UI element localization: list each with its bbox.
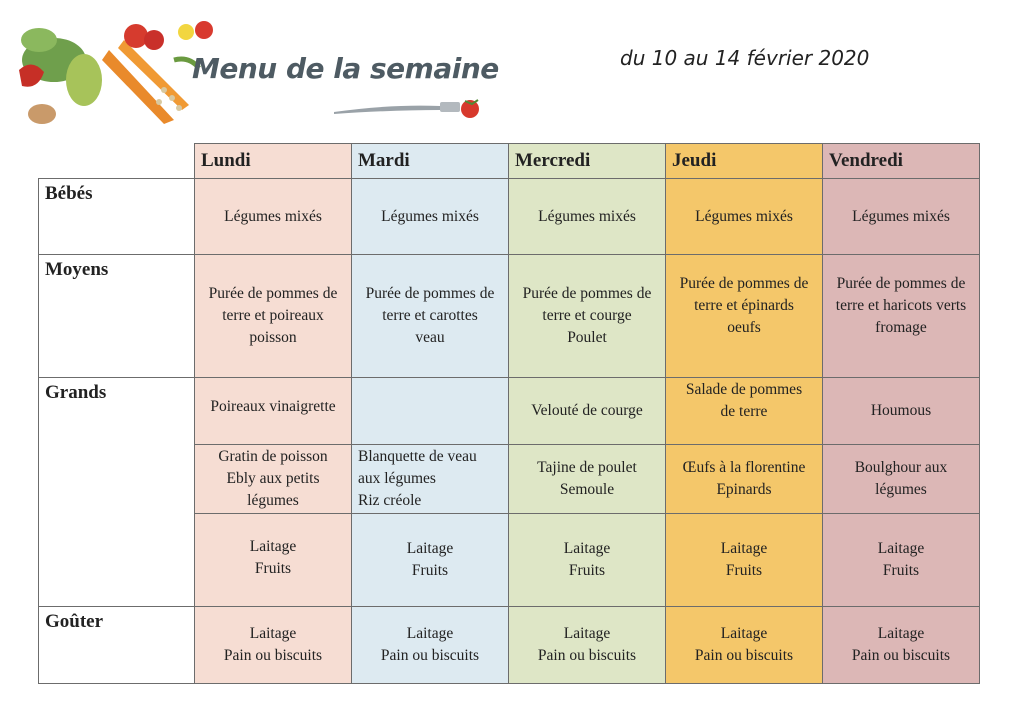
corner-cell <box>39 144 195 179</box>
menu-cell: Légumes mixés <box>352 179 509 255</box>
group-label-bebes: Bébés <box>39 179 195 255</box>
menu-cell: Velouté de courge <box>509 378 666 445</box>
day-header-mardi: Mardi <box>352 144 509 179</box>
menu-cell: Purée de pommes de terre et haricots verts fromage <box>823 255 980 378</box>
menu-title: Menu de la semaine <box>192 52 499 85</box>
weekly-menu-table <box>38 143 980 684</box>
group-label-grands: Grands <box>39 378 195 607</box>
menu-cell: Laitage Fruits <box>195 514 352 607</box>
day-header-jeudi: Jeudi <box>666 144 823 179</box>
group-label-moyens: Moyens <box>39 255 195 378</box>
menu-cell: Œufs à la florentine Epinards <box>666 445 823 514</box>
menu-cell: Laitage Pain ou biscuits <box>195 607 352 684</box>
menu-cell: Laitage Pain ou biscuits <box>823 607 980 684</box>
menu-cell: Laitage Fruits <box>352 514 509 607</box>
menu-cell: Purée de pommes de terre et épinards oeufs <box>666 255 823 378</box>
menu-cell: Poireaux vinaigrette <box>195 378 352 445</box>
menu-cell: Boulghour aux légumes <box>823 445 980 514</box>
moyens-row <box>39 255 980 378</box>
menu-cell: Laitage Pain ou biscuits <box>352 607 509 684</box>
menu-cell: Houmous <box>823 378 980 445</box>
menu-cell: Purée de pommes de terre et poireaux poisson <box>195 255 352 378</box>
day-header-lundi: Lundi <box>195 144 352 179</box>
day-header-mercredi: Mercredi <box>509 144 666 179</box>
date-range: du 10 au 14 février 2020 <box>620 46 870 70</box>
vegetables-illustration <box>14 20 220 130</box>
menu-cell: Tajine de poulet Semoule <box>509 445 666 514</box>
menu-cell: Purée de pommes de terre et courge Poulet <box>509 255 666 378</box>
menu-cell: Laitage Fruits <box>823 514 980 607</box>
grands-entree-row <box>39 378 980 445</box>
fork-icon <box>332 96 482 122</box>
menu-cell: Laitage Pain ou biscuits <box>666 607 823 684</box>
menu-cell: Laitage Fruits <box>509 514 666 607</box>
menu-cell: Légumes mixés <box>195 179 352 255</box>
menu-cell: Gratin de poisson Ebly aux petits légumes <box>195 445 352 514</box>
menu-cell: Salade de pommes de terre <box>666 378 823 445</box>
menu-cell: Légumes mixés <box>666 179 823 255</box>
bebes-row <box>39 179 980 255</box>
menu-cell <box>352 378 509 445</box>
menu-cell: Légumes mixés <box>509 179 666 255</box>
days-header-row <box>39 144 980 179</box>
gouter-row <box>39 607 980 684</box>
menu-cell: Blanquette de veau aux légumes Riz créole <box>352 445 509 514</box>
day-header-vendredi: Vendredi <box>823 144 980 179</box>
menu-cell: Laitage Fruits <box>666 514 823 607</box>
menu-cell: Purée de pommes de terre et carottes veau <box>352 255 509 378</box>
menu-cell: Laitage Pain ou biscuits <box>509 607 666 684</box>
group-label-gouter: Goûter <box>39 607 195 684</box>
menu-cell: Légumes mixés <box>823 179 980 255</box>
